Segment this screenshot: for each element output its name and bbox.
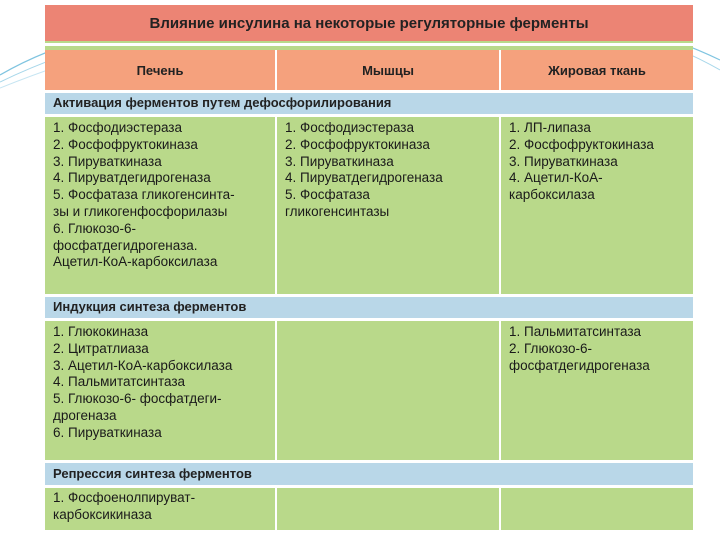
enzymes-table <box>45 5 693 530</box>
list-item: 4. Ацетил-КоА- <box>509 170 603 186</box>
list-item: гликогенсинтазы <box>285 203 390 219</box>
list-item: 5. Глюкозо-6- фосфатдеги- <box>53 391 222 407</box>
list-item: карбоксикиназа <box>53 506 152 522</box>
list-item: 2. Фосфофруктокиназа <box>53 136 198 152</box>
cell-induction-adipose <box>501 321 693 459</box>
divider <box>45 294 693 297</box>
divider <box>499 485 501 530</box>
cell-activation-muscle <box>277 117 499 294</box>
cell-activation-liver <box>45 117 275 294</box>
list-item: 3. Пируваткиназа <box>53 153 162 169</box>
list-item: 6. Глюкозо-6- <box>53 220 137 236</box>
cell-repression-muscle <box>277 487 499 530</box>
list-item: 2. Фосфофруктокиназа <box>285 136 430 152</box>
list-item: 1. Фосфоенолпируват- <box>53 490 196 505</box>
divider <box>45 318 693 321</box>
list-item: 1. Глюкокиназа <box>53 324 149 339</box>
list-item: карбоксилаза <box>509 187 595 203</box>
list-item: 4. Пируватдегидрогеназа <box>53 170 211 186</box>
list-item: 2. Глюкозо-6- <box>509 340 593 356</box>
cell-activation-adipose <box>501 117 693 294</box>
divider <box>45 114 693 117</box>
divider <box>275 50 277 90</box>
list-item: 1. ЛП-липаза <box>509 120 591 135</box>
column-header-muscle: Мышцы <box>362 62 414 78</box>
section-header-activation: Активация ферментов путем дефосфорилирования <box>45 92 693 114</box>
list-item: фосфатдегидрогеназа. <box>53 237 198 253</box>
list-item: 1. Пальмитатсинтаза <box>509 324 642 339</box>
section-header-induction: Индукция синтеза ферментов <box>45 296 693 318</box>
divider <box>275 114 277 294</box>
list-item: 3. Пируваткиназа <box>285 153 394 169</box>
list-item: 2. Цитратлиаза <box>53 340 149 356</box>
divider <box>45 43 693 46</box>
divider <box>499 50 501 90</box>
list-item: 5. Фосфатаза <box>285 187 370 203</box>
section-header-repression: Репрессия синтеза ферментов <box>45 463 693 485</box>
list-item: дрогеназа <box>53 407 117 423</box>
divider <box>45 460 693 463</box>
list-item: 4. Пируватдегидрогеназа <box>285 170 443 186</box>
cell-repression-liver <box>45 487 275 530</box>
divider <box>275 485 277 530</box>
list-item: 4. Пальмитатсинтаза <box>53 374 186 390</box>
divider <box>275 318 277 460</box>
column-header-liver: Печень <box>136 62 184 78</box>
divider <box>499 318 501 460</box>
divider <box>45 90 693 93</box>
list-item: 3. Пируваткиназа <box>509 153 618 169</box>
cell-repression-adipose <box>501 487 693 530</box>
list-item: зы и гликогенфосфорилазы <box>53 203 228 219</box>
list-item: 5. Фосфатаза гликогенсинта- <box>53 187 235 203</box>
column-header-adipose: Жировая ткань <box>548 62 646 78</box>
divider <box>45 485 693 488</box>
column-header-row <box>45 50 693 90</box>
list-item: 1. Фосфодиэстераза <box>53 120 183 135</box>
list-item: 3. Ацетил-КоА-карбоксилаза <box>53 357 233 373</box>
cell-induction-liver <box>45 321 275 459</box>
list-item: 2. Фосфофруктокиназа <box>509 136 654 152</box>
list-item: Ацетил-КоА-карбоксилаза <box>53 254 218 270</box>
list-item: фосфатдегидрогеназа <box>509 357 650 373</box>
list-item: 1. Фосфодиэстераза <box>285 120 415 135</box>
cell-induction-muscle <box>277 321 499 459</box>
divider <box>499 114 501 294</box>
list-item: 6. Пируваткиназа <box>53 424 162 440</box>
table-title: Влияние инсулина на некоторые регуляторные ферменты <box>45 5 693 41</box>
